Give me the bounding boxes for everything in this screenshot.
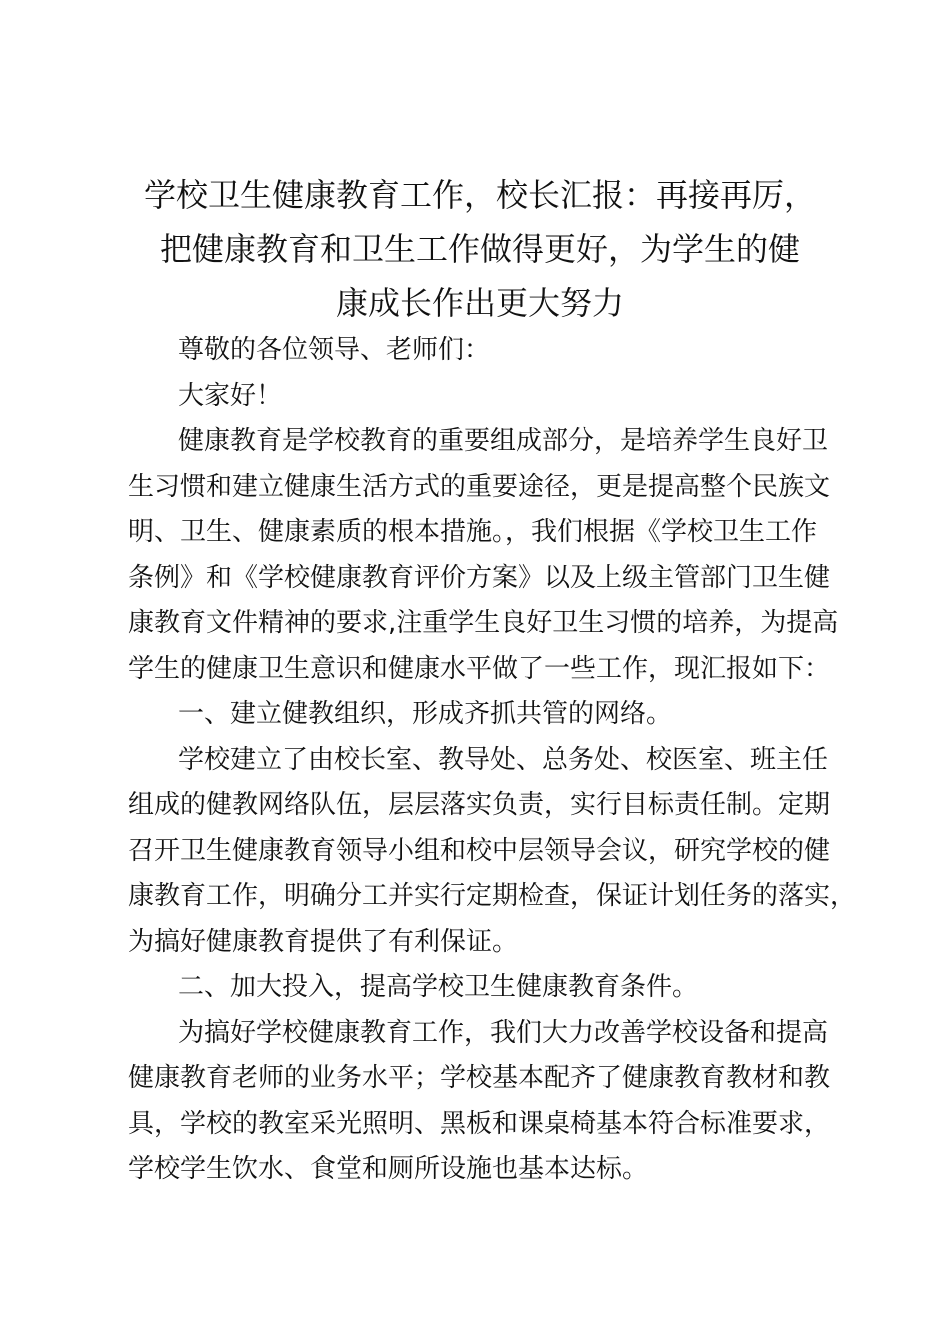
section-heading: 二、加大投入，提高学校卫生健康教育条件。 xyxy=(178,972,699,1002)
title-line: 康成长作出更大努力 xyxy=(335,284,624,322)
paragraph-line: 具，学校的教室采光照明、黑板和课桌椅基本符合标准要求， xyxy=(128,1108,831,1139)
document-body xyxy=(128,328,857,1193)
paragraph-line: 组成的健教网络队伍，层层落实负责，实行目标责任制。定期 xyxy=(128,790,831,820)
paragraph-line: 健康教育老师的业务水平；学校基本配齐了健康教育教材和教 xyxy=(128,1063,831,1093)
greeting: 大家好！ xyxy=(178,380,283,411)
paragraph-line: 为搞好学校健康教育工作，我们大力改善学校设备和提高 xyxy=(178,1017,829,1048)
paragraph-line: 健康教育是学校教育的重要组成部分，是培养学生良好卫 xyxy=(178,426,829,456)
title-line: 学校卫生健康教育工作，校长汇报：再接再厉， xyxy=(143,176,816,214)
paragraph-line: 生习惯和建立健康生活方式的重要途径，更是提高整个民族文 xyxy=(128,471,831,502)
paragraph-line: 为搞好健康教育提供了有利保证。 xyxy=(128,926,519,957)
paragraph-line: 学生的健康卫生意识和健康水平做了一些工作，现汇报如下： xyxy=(128,653,831,684)
paragraph-line: 召开卫生健康教育领导小组和校中层领导会议，研究学校的健 xyxy=(128,835,831,866)
paragraph-line: 明、卫生、健康素质的根本措施。，我们根据《学校卫生工作 xyxy=(128,517,818,547)
paragraph-line: 条例》和《学校健康教育评价方案》以及上级主管部门卫生健 xyxy=(128,562,831,593)
paragraph-line: 康教育文件精神的要求,注重学生良好卫生习惯的培养，为提高 xyxy=(128,608,839,638)
paragraph-line: 学校学生饮水、食堂和厕所设施也基本达标。 xyxy=(128,1154,649,1184)
paragraph-line: 学校建立了由校长室、教导处、总务处、校医室、班主任 xyxy=(178,744,829,775)
title-line: 把健康教育和卫生工作做得更好，为学生的健 xyxy=(159,230,800,268)
salutation: 尊敬的各位领导、老师们： xyxy=(178,335,491,365)
document-title xyxy=(100,168,860,330)
paragraph-line: 康教育工作，明确分工并实行定期检查，保证计划任务的落实， xyxy=(128,881,857,911)
section-heading: 一、建立健教组织，形成齐抓共管的网络。 xyxy=(178,699,673,729)
